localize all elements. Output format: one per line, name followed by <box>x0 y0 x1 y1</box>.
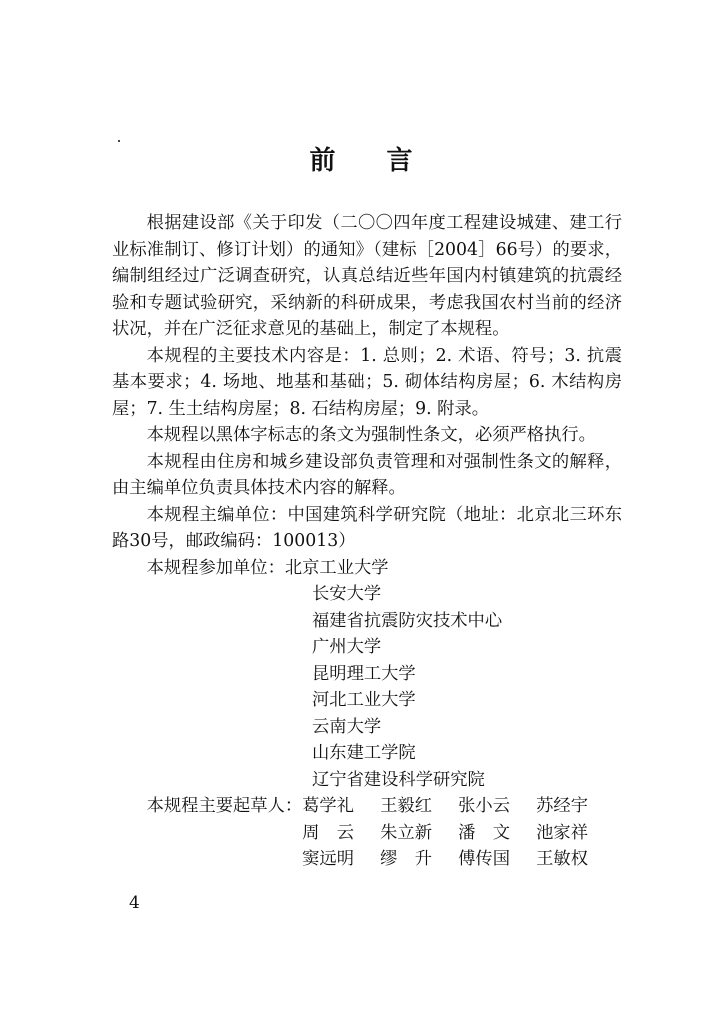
participant-unit: 长安大学 <box>312 584 382 604</box>
participating-units <box>112 555 622 794</box>
drafter-name: 缪 升 <box>380 849 432 869</box>
paragraph-contents: 本规程的主要技术内容是：1. 总则；2. 术语、符号；3. 抗震基本要求；4. 场地、地基和基础；5. 砌体结构房屋；6. 木结构房屋；7. 生土结构房屋；8. 石结构房屋；9. 附录。 <box>112 345 622 419</box>
participants-label: 本规程参加单位： <box>146 557 285 578</box>
preface-body <box>112 210 622 873</box>
drafter-name: 葛学礼 <box>302 796 354 816</box>
paragraph-basis: 根据建设部《关于印发（二〇〇四年度工程建设城建、建工行业标准制订、修订计划）的通知》（建标［2004］66号）的要求，编制组经过广泛调查研究，认真总结近些年国内村镇建筑的抗震经验和专题试验研究，采纳新的科研成果，考虑我国农村当前的经济状况，并在广泛征求意见的基础上，制定了本规程。 <box>112 213 622 339</box>
drafter-name: 苏经宇 <box>536 796 588 816</box>
page-number: 4 <box>129 893 140 913</box>
drafter-name: 傅传国 <box>458 849 510 869</box>
drafter-name: 张小云 <box>458 796 510 816</box>
participant-unit: 北京工业大学 <box>284 557 389 578</box>
drafter-name: 窦远明 <box>302 849 354 869</box>
drafter-name: 潘 文 <box>458 822 510 843</box>
paragraph-management: 本规程由住房和城乡建设部负责管理和对强制性条文的解释，由主编单位负责具体技术内容的解释。 <box>112 451 622 498</box>
participant-unit: 广州大学 <box>312 637 382 657</box>
participant-unit: 河北工业大学 <box>312 690 416 710</box>
participant-unit: 云南大学 <box>312 716 382 737</box>
title-char-2: 言 <box>386 146 414 176</box>
drafter-name: 池家祥 <box>536 822 588 843</box>
drafter-name: 王毅红 <box>380 796 432 816</box>
paragraph-mandatory: 本规程以黑体字标志的条文为强制性条文，必须严格执行。 <box>146 425 596 445</box>
title-char-1: 前 <box>309 146 337 176</box>
participant-unit: 辽宁省建设科学研究院 <box>312 769 485 790</box>
paragraph-chief-unit: 本规程主编单位：中国建筑科学研究院（地址：北京北三环东路30号，邮政编码：100013） <box>112 504 622 551</box>
drafter-name: 朱立新 <box>380 822 432 843</box>
page-title <box>0 140 723 177</box>
participant-unit: 昆明理工大学 <box>312 663 416 684</box>
participant-unit: 山东建工学院 <box>312 743 416 763</box>
main-drafters <box>112 793 622 873</box>
drafter-name: 王敏权 <box>536 849 588 869</box>
drafters-label: 本规程主要起草人： <box>146 796 303 816</box>
drafter-name: 周 云 <box>302 822 354 843</box>
drafter-names <box>302 793 614 873</box>
participant-unit: 福建省抗震防灾技术中心 <box>312 610 503 631</box>
